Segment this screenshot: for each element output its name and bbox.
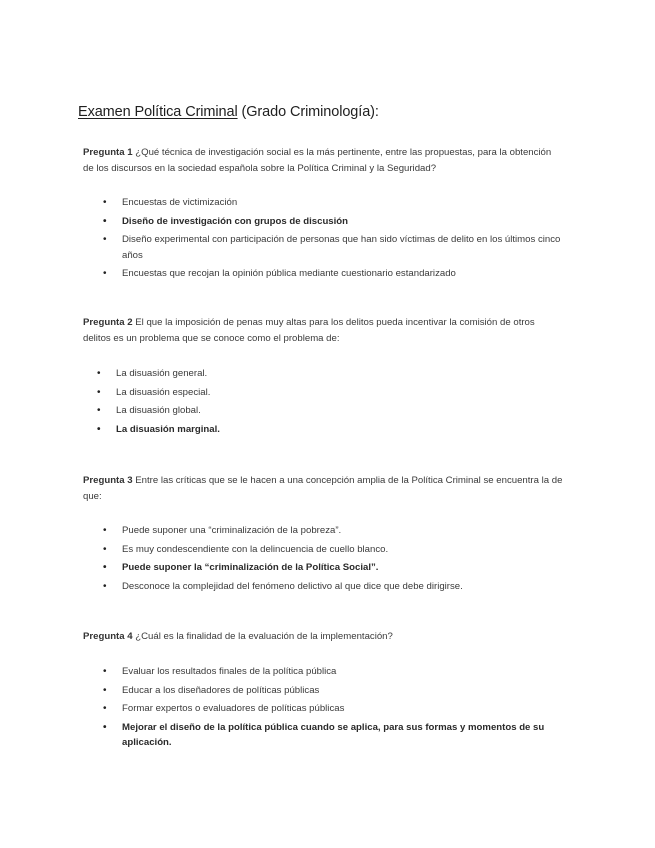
question-3-option-4: [103, 579, 562, 595]
bullet-icon: •: [103, 215, 107, 227]
bullet-icon: •: [97, 423, 101, 435]
exam-title-rest: (Grado Criminología):: [237, 104, 379, 120]
question-1-text: ¿Qué técnica de investigación social es la más pertinente, entre las propuestas, para la obtención de los discursos en la sociedad española sobre la Política Criminal y la Seguridad?: [83, 147, 552, 174]
option-text: Diseño experimental con participación de personas que han sido víctimas de delito en los últimos cinco años: [122, 234, 561, 261]
bullet-icon: •: [103, 580, 107, 592]
question-4: [83, 629, 563, 645]
question-4-label: Pregunta 4: [83, 631, 133, 642]
question-3: [83, 473, 563, 504]
option-text: La disuasión marginal.: [116, 423, 220, 435]
bullet-icon: •: [103, 543, 107, 555]
question-4-option-2: [103, 683, 577, 699]
question-3-text: Entre las críticas que se le hacen a una concepción amplia de la Política Criminal se encuentra la de que:: [83, 475, 563, 502]
option-text: Desconoce la complejidad del fenómeno delictivo al que dice que debe dirigirse.: [122, 580, 463, 592]
question-2-option-3: [97, 403, 556, 419]
bullet-icon: •: [103, 234, 107, 245]
question-2-text: El que la imposición de penas muy altas para los delitos pueda incentivar la comisión de otros delitos es un problema que se conoce como el problema de:: [83, 317, 535, 344]
bullet-icon: •: [103, 666, 107, 677]
bullet-icon: •: [97, 405, 101, 416]
question-1-option-4: [103, 266, 562, 282]
question-4-text: ¿Cuál es la finalidad de la evaluación de la implementación?: [132, 631, 393, 642]
question-2-option-4: [97, 422, 556, 438]
question-4-option-1: [103, 664, 577, 680]
question-4-option-4: [103, 720, 577, 751]
question-3-options: [103, 523, 562, 597]
option-text: Encuestas de victimización: [122, 197, 238, 208]
question-3-option-1: [103, 523, 562, 539]
option-text: Puede suponer una “criminalización de la pobreza”.: [122, 525, 342, 536]
question-3-label: Pregunta 3: [83, 475, 133, 486]
option-text: Educar a los diseñadores de políticas públicas: [122, 684, 320, 696]
option-text: Formar expertos o evaluadores de políticas públicas: [122, 703, 345, 714]
exam-title-underlined: Examen Política Criminal: [78, 104, 238, 120]
option-text: La disuasión global.: [116, 405, 201, 416]
question-1-option-1: [103, 195, 562, 211]
option-text: Encuestas que recojan la opinión pública mediante cuestionario estandarizado: [122, 268, 456, 279]
bullet-icon: •: [103, 721, 107, 733]
question-1-label: Pregunta 1: [83, 147, 133, 158]
bullet-icon: •: [103, 562, 107, 573]
question-4-options: [103, 664, 577, 754]
question-2-options: [97, 366, 556, 440]
bullet-icon: •: [103, 268, 107, 279]
option-text: Es muy condescendiente con la delincuencia de cuello blanco.: [122, 543, 389, 555]
option-text: Evaluar los resultados finales de la política pública: [122, 666, 337, 677]
option-text: La disuasión especial.: [116, 386, 211, 398]
question-1-option-2: [103, 214, 562, 230]
bullet-icon: •: [103, 684, 107, 696]
question-1: [83, 145, 563, 176]
question-2-label: Pregunta 2: [83, 317, 133, 328]
question-2: [83, 315, 563, 346]
option-text: La disuasión general.: [116, 368, 208, 379]
bullet-icon: •: [103, 197, 107, 208]
question-4-option-3: [103, 701, 577, 717]
option-text: Mejorar el diseño de la política pública cuando se aplica, para sus formas y momentos de su aplicación.: [122, 721, 545, 748]
bullet-icon: •: [103, 703, 107, 714]
question-3-option-2: [103, 542, 562, 558]
option-text: Puede suponer la “criminalización de la Política Social”.: [122, 562, 379, 573]
question-2-option-2: [97, 385, 556, 401]
bullet-icon: •: [103, 525, 107, 536]
question-3-option-3: [103, 560, 562, 576]
bullet-icon: •: [97, 368, 101, 379]
exam-title: [78, 104, 379, 120]
question-1-options: [103, 195, 562, 285]
option-text: Diseño de investigación con grupos de discusión: [122, 215, 349, 227]
bullet-icon: •: [97, 386, 101, 398]
question-2-option-1: [97, 366, 556, 382]
question-1-option-3: [103, 232, 562, 263]
